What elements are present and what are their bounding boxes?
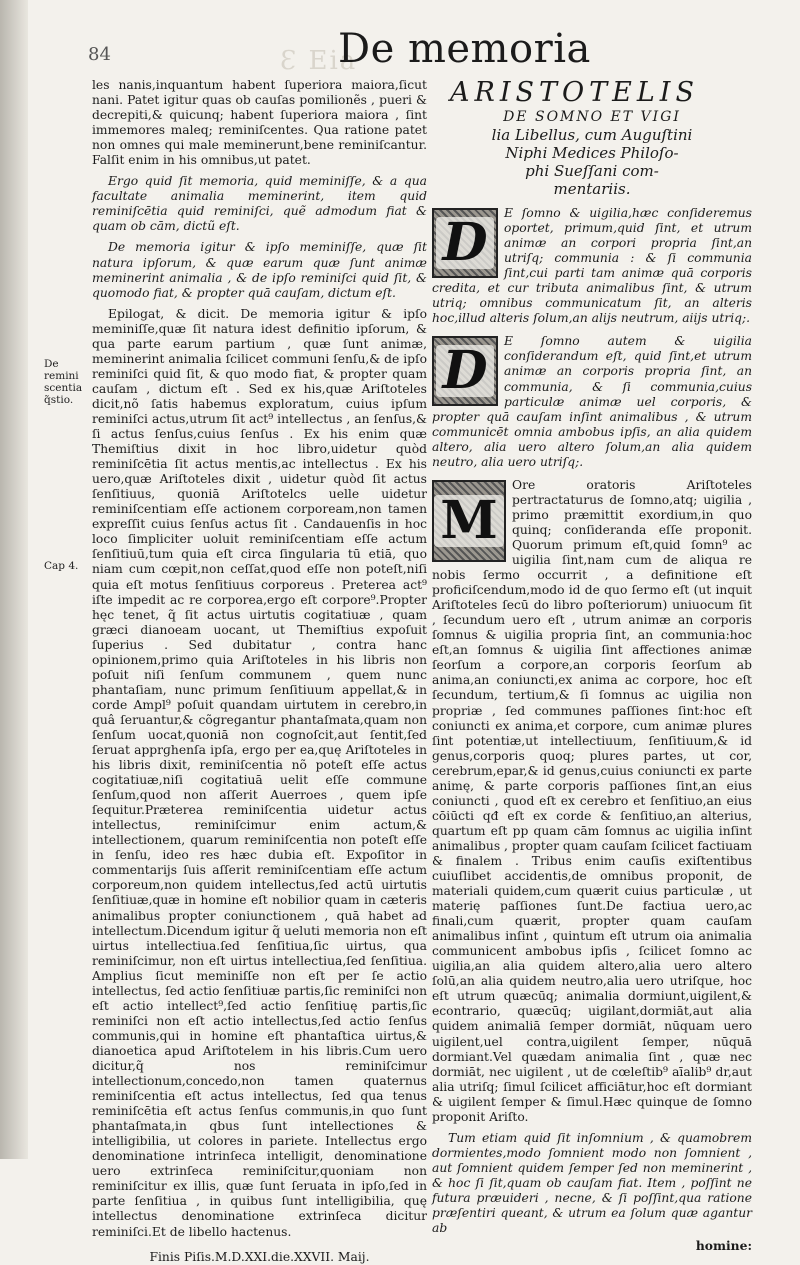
title-line-1: ARISTOTELIS (450, 77, 699, 108)
text-block-3 (432, 478, 752, 1125)
left-column (92, 78, 427, 1265)
colophon: Finis Piſis.M.D.XXI.die.XXVII. Maij. (149, 1249, 370, 1264)
margin-note-reminiscentia: De remini scentia q̃stio. (44, 358, 83, 406)
text-block-3-body: Ore oratoris Ariſtoteles pertractaturus de ſomno,atq; uigilia , primo præmittit exordium,in quo quinq; conſideranda eſſe proponit. Quorum primum eſt,quid ſomn⁹ ac uigilia ſint,nam cum de aliqua re nobis ſermo occurrit , a definitione eſt proficiſcendum,modo id de quo ſermo eſt (ut inquit Ariſtoteles ſecū do libro poſteriorum) uniuocum ſit , ſecundum uero eſt , utrum animæ an corporis ſomnus & uigilia propria ſint, an communia:hoc eſt,an ſomnus & uigilia ſint affectiones animæ ſeorſum a corpore,an corporis ſeorſum ab anima,an coniuncti,ex anima ac corpore, hoc eſt ſecundum, tertium,& ſi ſomnus ac uigilia non propriæ , ſed communes paſſiones ſint:hoc eſt coniuncti ex anima,et corpore, cum animæ plures ſint potentiæ,ut intellectiuum, ſenſitiuum,& id genus,corporis quoq; plures partes, ut cor, cerebrum,epar,& id genus,cuius coniuncti ex parte animę, & parte corporis paſſiones ſint,an eius coniuncti , quod eſt ex cerebro et ſenſitiuo,an eius cōiūcti qđ eſt ex corde & ſenſitiuo,an alterius, quartum eſt pp quam cām ſomnus ac uigilia inſint animalibus , propter quam cauſam ſcilicet factiuam & finalem . Tribus enim cauſis exiſtentibus cuiuſlibet accidentis,de omnibus proponit, de materiali quidem,cum quærit cuius particulæ , ut materię paſſiones ſunt.De factiua uero,ac finali,cum quærit, propter quam cauſam animalibus inſint , quintum eſt utrum oia animalia communicent ambobus ipſis , ſcilicet ſomno ac uigilia,an alia quidem altero,alia uero altero ſolū,an alia quidem neutro,alia uero utriſque, hoc eſt utrum quæcūq; animalia dormiunt,uigilent,& econtrario, quæcūq; uigilant,dormiāt,aut alia quidem animaliā ſemper dormiāt, nūquam uero uigilent,uel contra,uigilent ſemper, nūquā dormiant.Vel quædam animalia ſint , quæ nec dormiāt, nec uigilent , ut de cœleſtib⁹ aīalib⁹ dr,aut alia utriſq; ſimul ſcilicet afficiātur,hoc eſt dormiant & uigilent ſemper & ſimul.Hæc quinque de ſomno proponit Ariſto. (432, 477, 752, 1124)
title-line-5: phi Sueſſani com- (525, 162, 659, 180)
margin-note-cap4: Cap 4. (44, 560, 79, 572)
title-line-6: mentariis. (553, 180, 631, 198)
folio-number: 84 (88, 44, 111, 65)
show-through-text: Ɛ Eia (280, 46, 358, 76)
title-line-2: DE SOMNO ET VIGI (503, 109, 681, 125)
left-commentary: Epilogat, & dicit. De memoria igitur & ipſo meminiſſe,quæ ſit natura idest definitio ipſorum, & qua parte earum partium , quæ ſunt animæ, meminerint animalia ſcilicet communi ſenſu,& de ipſo reminiſci quid ſit, & quo modo fiat, & propter quam cauſam , dictum eſt . Sed ex his,quæ Ariſtoteles dicit,nõ ſatis habemus exploratum, cuius ipſum reminiſci actus,utrum ſit act⁹ intellectus , an ſenſus,& ſi actus ſenſus,cuius ſenſus . Ex his enim quæ Themiſtius dixit in hoc libro,uidetur quòd reminiſcētia ſit actus mentis,ac intellectus . Ex his uero,quæ Ariſtoteles dixit , uidetur quòd ſit actus ſenſitiuus, quoniā Ariſtotelcs uelle uidetur reminiſcentiam eſſe actionem corpoream,non tamen expreſſit cuius ſenſus actus ſit . Candauenſis in hoc loco ſimpliciter uoluit reminiſcentiam eſſe actum ſenſitiuū,tum quia eſt circa ſingularia tū etiā, quo niam cum cœpit,non ceſſat,quod eſſe non poteſt,niſi quia eſt motus ſenſitiuus corporeus . Preterea act⁹ iſte impedit ac re corporea,ergo eſt corpore⁹.Propter hęc tenet, q̃ ſit actus uirtutis cogitatiuæ , quam græci dianoeam uocant, ut Themiſtius expoſuit ſuperius . Sed dubitatur , contra hanc opinionem,primo quia Ariſtoteles in his libris non poſuit niſi ſenſum communem , quem nunc phantaſiam, nunc primum ſenſitiuum appellat,& in corde Ampl⁹ poſuit quandam uirtutem in cerebro,in quâ ſeruantur,& cõgregantur phantaſmata,quam non ſenſum uocat,quoniā non cognoſcit,aut ſentit,ſed ſeruat apprɡhenſa ipſa, ergo per ea,quę Ariſtoteles in his libris dixit, reminiſcentia nõ poteſt eſſe actus cogitatiuæ,niſi cogitatiuā uelit eſſe commune ſenſum,quod non aſſerit Auerroes , quem ipſe ſequitur.Præterea reminiſcentia uidetur actus intellectus, reminiſcimur enim actum,& intellectionem, quarum reminiſcentia non poteſt eſſe in ſenſu, ideo res hæc dubia eſt. Expoſitor in commentarijs ſuis aſſerit reminiſcentiam eſſe actum corporeum,non quidem intellectus,ſed actū uirtutis ſenſitiuæ,quæ in homine eſt nobilior quam in cæteris animalibus propter coniunctionem , quā habet ad intellectum.Dicendum igitur q̃ ueluti memoria non eſt uirtus intellectiua.ſed ſenſitiua,ſic uirtus, qua reminiſcimur, non eſt uirtus intellectiua,ſed ſenſitiua. Amplius ſicut meminiſſe non eſt per ſe actio intellectus, ſed actio ſenſitiuæ partis,ſic reminiſci non eſt actio intellect⁹,ſed actio ſenſitiuę partis,ſic reminiſci non eſt actio intellectus,ſed actio ſenſus communis,qui in homine eſt phantaſtica uirtus,& dianoetica apud Ariſtotelem in his libris.Cum uero dicitur,q̃ nos reminiſcimur intellectionum,concedo,non tamen quaternus reminiſcentia eſt actus intellectus, ſed qua tenus reminiſcētia eſt actus ſenſus communis,in quo ſunt phantaſmata,in qbus ſunt intellectiones & intelligibilia, ut colores in pariete. Intellectus ergo denominatione intrinſeca intelligit, denominatione uero extrinſeca reminiſcitur,quoniam non reminiſcitur ex illis, quæ ſunt ſeruata in ipſo,ſed in parte ſenſitiua , in quibus ſunt intelligibilia, quę intellectus denominatione extrinſeca dicitur reminiſci.Et de libello hactenus. (92, 306, 427, 1239)
title-line-3: lia Libellus, cum Auguſtini (491, 126, 693, 144)
right-column (432, 78, 752, 1253)
left-paragraph-2: Ergo quid ſit memoria, quid meminiſſe, & a qua facultate animalia meminerint, item quid reminiſcētia quid reminiſci, quẽ admodum fiat & quam ob cām, dictũ eſt. (92, 174, 427, 234)
text-block-1-body: E ſomno & uigilia,hæc conſideremus oportet, primum,quid ſint, et utrum animæ an corpori propria ſint,an utriſq; communia : & ſi communia ſint,cui parti tam animæ quā corporis credita, et cur tributa animalibus ſint, & utrum utriq; omnibus communicatum ſit, an alteris hoc,illud alteris ſolum,an alijs neutrum, aiijs utriq;. (432, 206, 752, 326)
decorated-initial-d-2: D (432, 336, 498, 406)
decorated-initial-m: M (432, 480, 506, 562)
left-paragraph-1: les nanis,inquantum habent ſuperiora maiora,ſicut nani. Patet igitur quas ob cauſas pomilionẽs , pueri & decrepiti,& quicunq; habent ſuperiora maiora , ſint immemores maleq; reminiſcentes. Qua ratione patet non omnes qui male meminerunt,bene reminiſcantur. Falſit enim in his omnibus,ut patet. (92, 78, 427, 168)
page-gutter (0, 0, 28, 1159)
running-title: De memoria (338, 26, 591, 72)
title-line-4: Niphi Medices Philoſo- (505, 144, 679, 162)
text-block-2 (432, 334, 752, 469)
text-block-1 (432, 206, 752, 326)
left-paragraph-3: De memoria igitur & ipſo meminiſſe, quæ ſit natura ipſorum, & quæ earum quæ ſunt animæ meminerint animalia , & de ipſo reminiſci quid ſit, & quomodo fiat, & propter quā cauſam, dictum eſt. (92, 240, 427, 300)
text-block-2-body: E ſomno autem & uigilia conſiderandum eſt, quid ſint,et utrum animæ an corporis propria ſint, an communia, & ſi communia,cuius particulæ animæ uel corporis, & propter quā cauſam inſint animalibus , & utrum communicēt omnia ambobus ipſis, an alia quidem altero, alia uero altero ſolum,an alia quidem neutro, alia uero utriſq;. (432, 334, 752, 469)
text-block-4: Tum etiam quid ſit inſomnium , & quamobrem dormientes,modo ſomnient modo non ſomnient , aut ſomnient quidem ſemper ſed non meminerint , & hoc ſi ſit,quam ob cauſam fiat. Item , poſſint ne futura præuideri , necne, & ſi poſſint,qua ratione præſentiri queant, & utrum ea ſolum quæ agantur ab (432, 1130, 752, 1236)
decorated-initial-d-1: D (432, 208, 498, 278)
catchword: homine: (695, 1238, 752, 1254)
treatise-title (432, 78, 752, 198)
